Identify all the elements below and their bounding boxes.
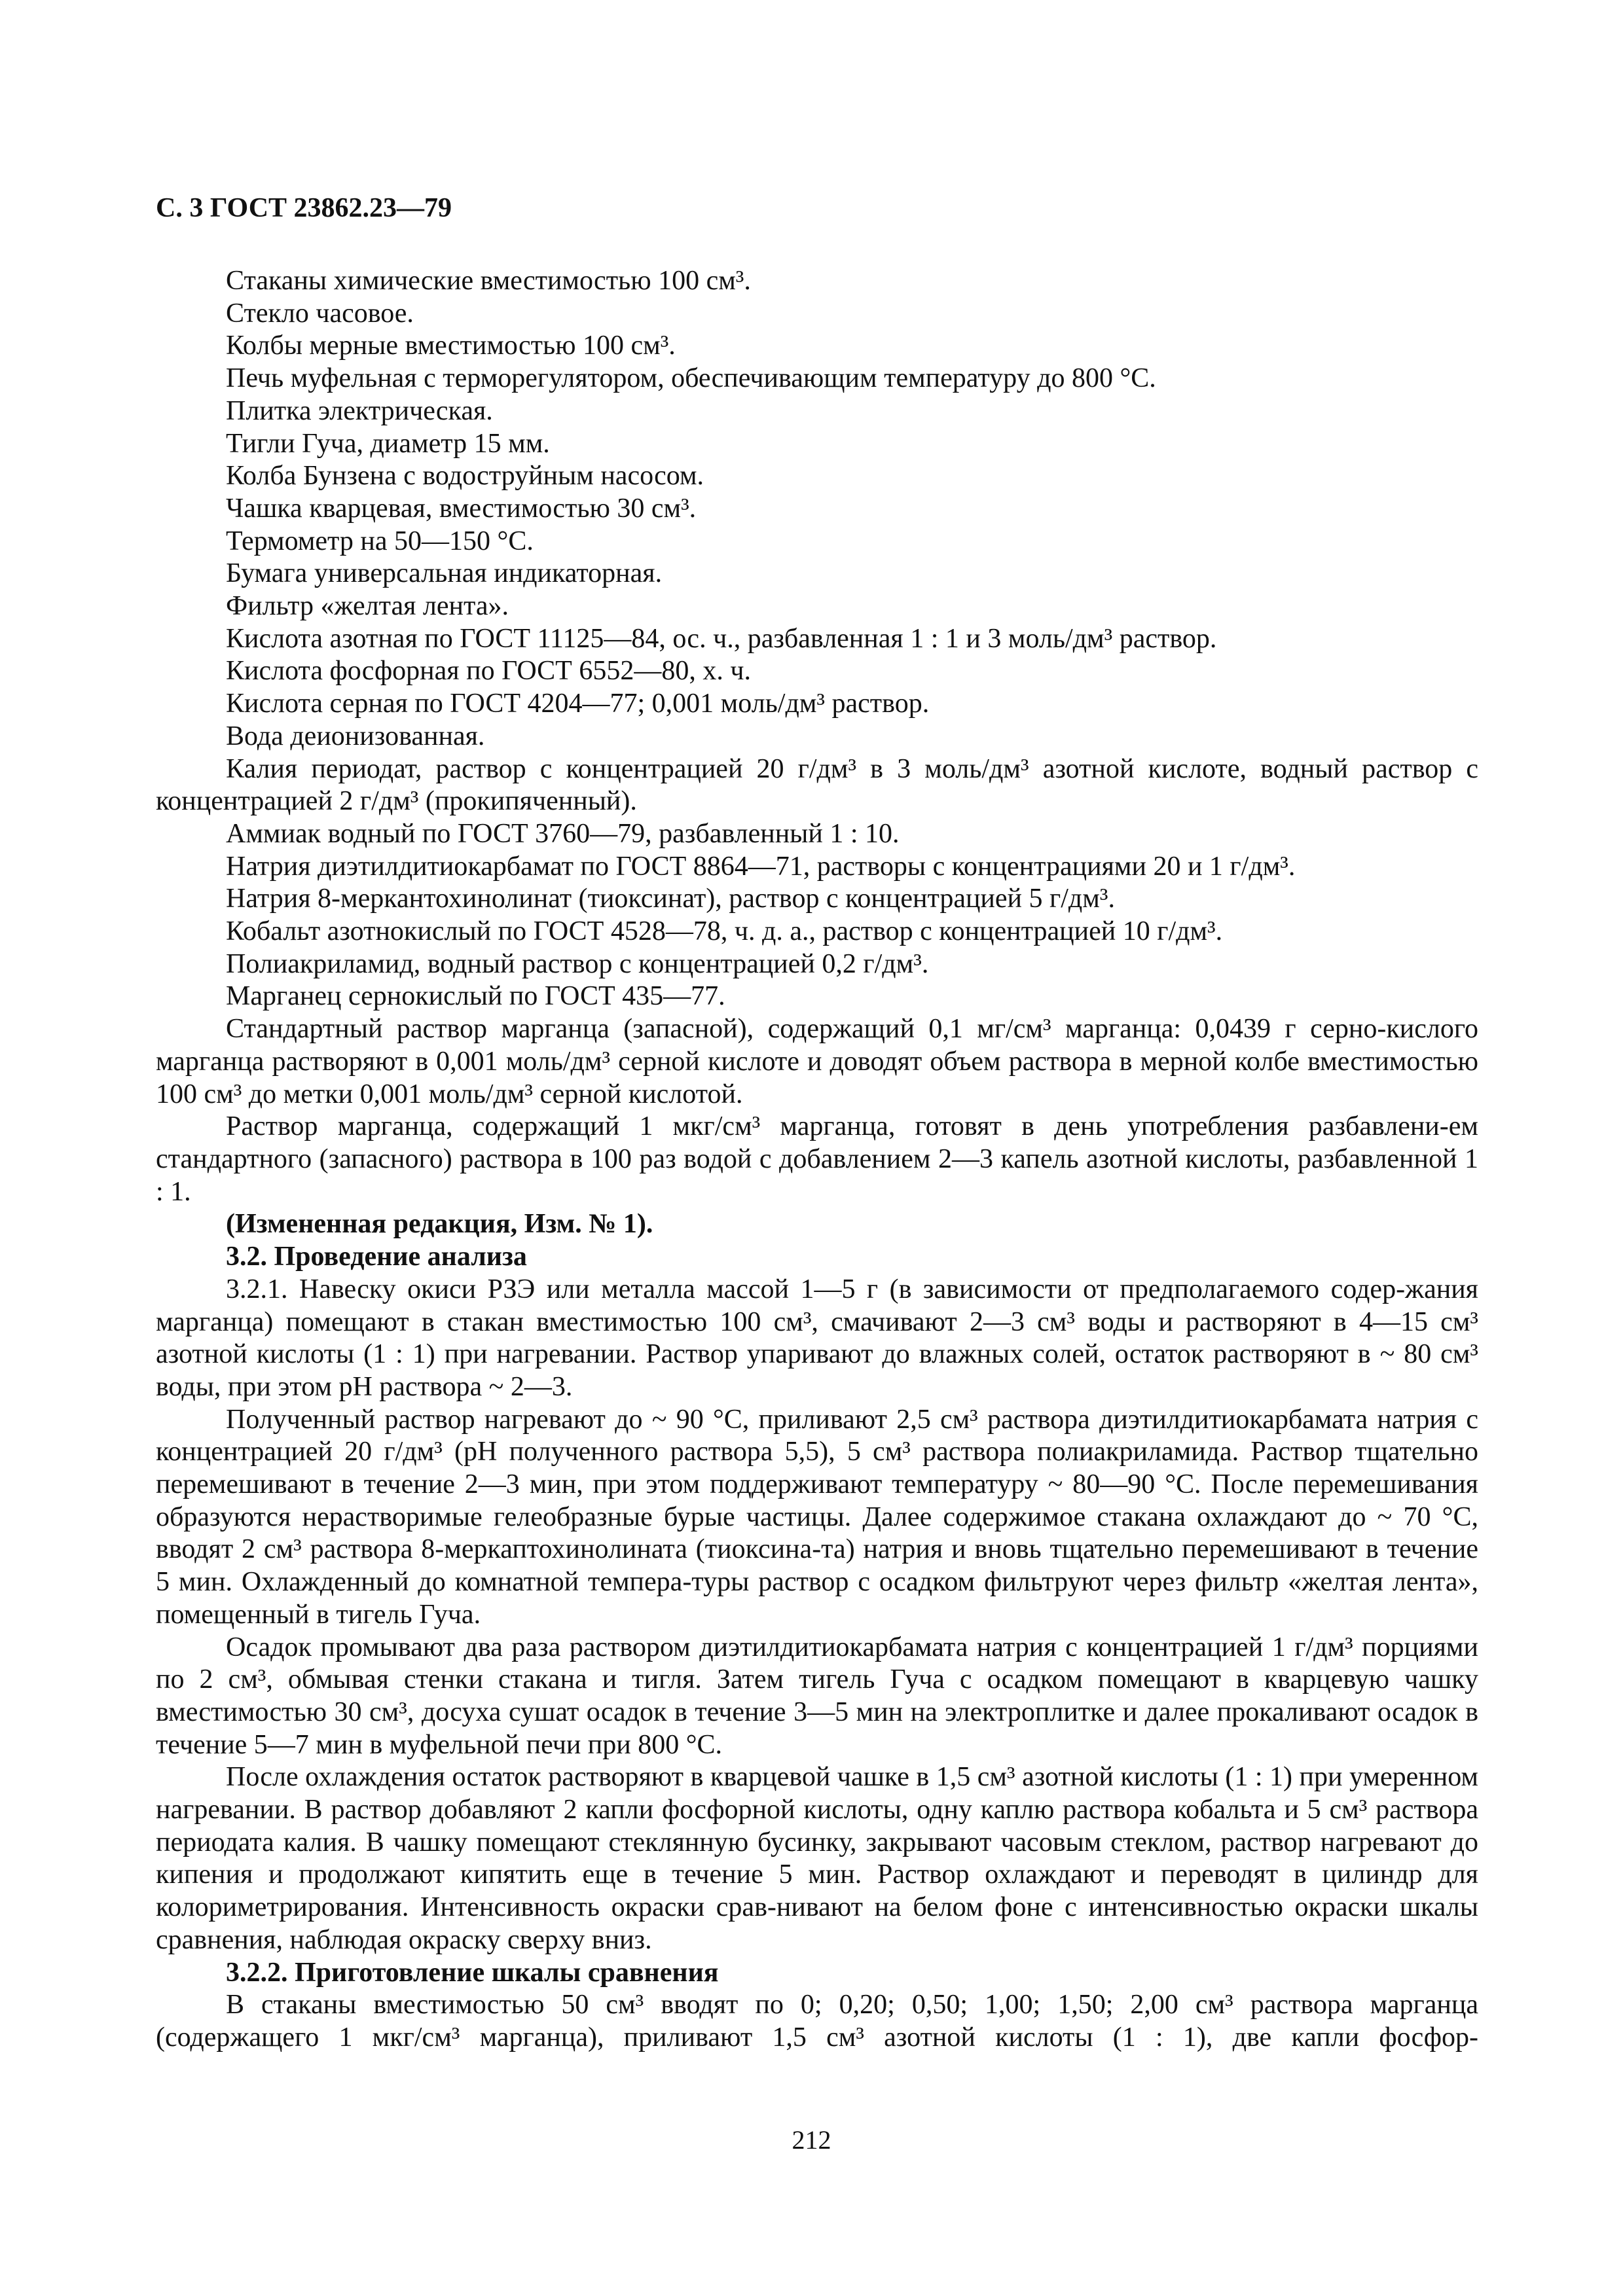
paragraph: Чашка кварцевая, вместимостью 30 см³. [226,493,697,524]
section-heading: 3.2. Проведение анализа [226,1242,527,1272]
paragraph: Аммиак водный по ГОСТ 3760—79, разбавленный 1 : 10. [226,818,900,849]
paragraph: Фильтр «желтая лента». [226,591,509,622]
page-header: С. 3 ГОСТ 23862.23—79 [156,193,452,223]
paragraph: Натрия диэтилдитиокарбамат по ГОСТ 8864—71, растворы с концентрациями 20 и 1 г/дм³. [226,851,1296,882]
section-heading: 3.2.2. Приготовление шкалы сравнения [226,1957,719,1988]
paragraph: Кислота серная по ГОСТ 4204—77; 0,001 моль/дм³ раствор. [226,689,930,719]
paragraph: Плитка электрическая. [226,395,493,426]
paragraph: Колбы мерные вместимостью 100 см³. [226,331,676,361]
paragraph: Натрия 8-меркантохинолинат (тиоксинат), раствор с концентрацией 5 г/дм³. [226,884,1115,914]
paragraph: Печь муфельная с терморегулятором, обеспечивающим температуру до 800 °С. [226,363,1156,394]
page-number: 212 [792,2125,831,2155]
amendment-note: (Измененная редакция, Изм. № 1). [226,1209,653,1240]
paragraph: Полученный раствор нагревают до ~ 90 °С, приливают 2,5 см³ раствора диэтилдитиокарбамата натрия с концентрацией 20 г/дм³ (рН полученного раствора 5,5), 5 см³ раствора полиакриламида. Раствор тщательно перемешивают в течение 2—3 мин, при этом поддерживают температуру ~ 80—90 °С. После перемешивания образуются нерастворимые гелеобразные бурые частицы. Далее содержимое стакана охлаждают до ~ 70 °С, вводят 2 см³ раствора 8-меркаптохинолината (тиоксина-та) натрия и вновь тщательно перемешивают в течение 5 мин. Охлажденный до комнатной темпера-туры раствор с осадком фильтруют через фильтр «желтая лента», помещенный в тигель Гуча. [156,1404,1478,1630]
paragraph: Марганец сернокислый по ГОСТ 435—77. [226,981,725,1012]
paragraph: Бумага универсальная индикаторная. [226,558,663,589]
paragraph: Стаканы химические вместимостью 100 см³. [226,266,751,296]
paragraph: Кобальт азотнокислый по ГОСТ 4528—78, ч. д. а., раствор с концентрацией 10 г/дм³. [226,916,1223,947]
paragraph: Стекло часовое. [226,298,414,329]
paragraph: Осадок промывают два раза раствором диэтилдитиокарбамата натрия с концентрацией 1 г/дм³ порциями по 2 см³, обмывая стенки стакана и тигля. Затем тигель Гуча с осадком помещают в кварцевую чашку вместимостью 30 см³, досуха сушат осадок в течение 3—5 мин на электроплитке и далее прокаливают осадок в течение 5—7 мин в муфельной печи при 800 °С. [156,1632,1478,1760]
paragraph: В стаканы вместимостью 50 см³ вводят по 0; 0,20; 0,50; 1,00; 1,50; 2,00 см³ раствора марганца (содержащего 1 мкг/см³ марганца), приливают 1,5 см³ азотной кислоты (1 : 1), две капли фосфор- [156,1990,1478,2053]
paragraph: Раствор марганца, содержащий 1 мкг/см³ марганца, готовят в день употребления разбавлени-ем стандартного (запасного) раствора в 100 раз водой с добавлением 2—3 капель азотной кислоты, разбавленной 1 : 1. [156,1111,1478,1207]
paragraph: Термометр на 50—150 °С. [226,526,534,556]
paragraph: Вода деионизованная. [226,721,485,751]
paragraph: Полиакриламид, водный раствор с концентрацией 0,2 г/дм³. [226,948,929,979]
paragraph: Колба Бунзена с водоструйным насосом. [226,461,704,492]
paragraph: Тигли Гуча, диаметр 15 мм. [226,428,550,459]
paragraph: Кислота фосфорная по ГОСТ 6552—80, х. ч. [226,656,751,687]
paragraph: Калия периодат, раствор с концентрацией 20 г/дм³ в 3 моль/дм³ азотной кислоте, водный раствор с концентрацией 2 г/дм³ (прокипяченный). [156,753,1478,817]
document-body [156,265,1478,2054]
paragraph: 3.2.1. Навеску окиси РЗЭ или металла массой 1—5 г (в зависимости от предполагаемого содер-жания марганца) помещают в стакан вместимостью 100 см³, смачивают 2—3 см³ воды и растворяют в 4—15 см³ азотной кислоты (1 : 1) при нагревании. Раствор упаривают до влажных солей, остаток растворяют в ~ 80 см³ воды, при этом рН раствора ~ 2—3. [156,1274,1478,1402]
paragraph: Стандартный раствор марганца (запасной), содержащий 0,1 мг/см³ марганца: 0,0439 г серно-кислого марганца растворяют в 0,001 моль/дм³ серной кислоте и доводят объем раствора в мерной колбе вместимостью 100 см³ до метки 0,001 моль/дм³ серной кислотой. [156,1014,1478,1109]
paragraph: После охлаждения остаток растворяют в кварцевой чашке в 1,5 см³ азотной кислоты (1 : 1) при умеренном нагревании. В раствор добавляют 2 капли фосфорной кислоты, одну каплю раствора кобальта и 5 см³ раствора периодата калия. В чашку помещают стеклянную бусинку, закрывают часовым стеклом, раствор нагревают до кипения и продолжают кипятить еще в течение 5 мин. Раствор охлаждают и переводят в цилиндр для колориметрирования. Интенсивность окраски срав-нивают на белом фоне с интенсивностью окраски шкалы сравнения, наблюдая окраску сверху вниз. [156,1762,1478,1955]
paragraph: Кислота азотная по ГОСТ 11125—84, ос. ч., разбавленная 1 : 1 и 3 моль/дм³ раствор. [226,623,1217,654]
